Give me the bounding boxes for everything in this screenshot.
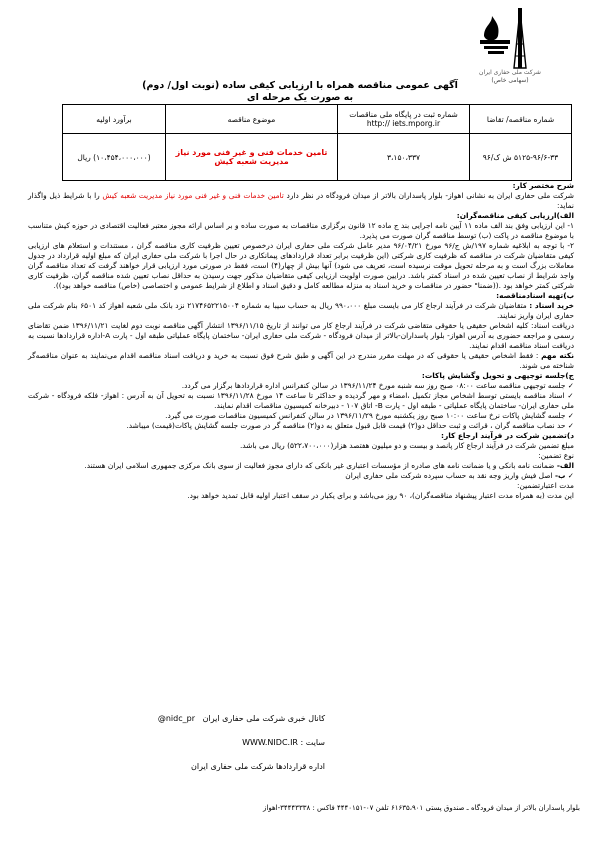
summary-paragraph: [28, 181, 574, 211]
section-c-item-4-text: حد نصاب مناقصه گران ، قرائت و ثبت حداقل دو(۲) قیمت قابل قبول متعلق به دو(۲) مناقصه گر در صورت جلسه گشایش پاکات(قیمت) میباشد.: [126, 421, 566, 430]
note-text: : فقط اشخاص حقیقی یا حقوقی که در مهلت مقرر مندرج در این آگهی و طبق شرح فوق نسبت به خرید و دریافت اسناد مناقصه اقدام می‌نمایند به عنوان مناقصه‌گر شناخته می شوند.: [28, 351, 574, 370]
section-c-item-1: ✓ جلسه توجیهی مناقصه ساعت ۰۸:۰۰ صبح روز سه شنبه مورخ ۱۳۹۶/۱۱/۲۴ در سالن کنفرانس اداره قراردادها برگزار می گردد.: [181, 381, 574, 390]
notice-body: [28, 181, 574, 501]
guarantee-alef-text: ضمانت نامه بانکی و یا ضمانت نامه های صادره از مؤسسات اعتباری غیر بانکی که دارای مجوز فعالیت از سوی بانک مرکزی جمهوری اسلامی ایران هستند.: [84, 461, 555, 470]
th-subject: موضوع مناقصه: [166, 105, 338, 134]
notice-title: [100, 80, 500, 104]
nidc-logo: [478, 6, 536, 70]
validity-label: مدت اعتبارتضمین:: [517, 481, 574, 490]
th-registration-number: شماره ثبت در پایگاه ملی مناقصات http:// iets.mporg.ir: [338, 105, 470, 134]
summary-label: شرح مختصر کار:: [512, 181, 574, 190]
tender-info-table: [62, 104, 572, 181]
validity-text: این مدت (به همراه مدت اعتبار پیشنهاد مناقصه‌گران)، ۹۰ روز می‌باشد و برای یکبار در سقف اعتبار اولیه قابل تمدید خواهد بود.: [187, 491, 574, 500]
guarantee-type-label: نوع تضمین:: [538, 451, 574, 460]
channel-id[interactable]: @nidc_pr: [157, 714, 195, 723]
section-c-item-4: ✓ حد نصاب مناقصه گران ، قرائت و ثبت حداقل دو(۲) قیمت قابل قبول متعلق به دو(۲) مناقصه گر در صورت جلسه گشایش پاکات(قیمت) میباشد.: [126, 421, 574, 430]
channel-line: [45, 707, 325, 731]
td-subject: تامین خدمات فنی و غیر فنی مورد نیاز مدیریت شعبه کیش: [166, 134, 338, 181]
section-d-heading: د)تضمین شرکت در فرآیند ارجاع کار:: [440, 431, 574, 440]
summary-tail: را با شرایط ذیل واگذار نماید:: [28, 191, 574, 210]
company-sub: (سهامی خاص): [491, 77, 529, 84]
dept-line: اداره قراردادها شرکت ملی حفاری ایران: [190, 762, 325, 771]
th-tender-number: شماره مناقصه/ تقاضا: [470, 105, 572, 134]
guarantee-be-label: ب-: [554, 471, 566, 480]
guarantee-alef-label: الف-: [556, 461, 574, 470]
note-paragraph: [28, 351, 574, 371]
section-a-heading: الف)ارزیابی کیفی مناقصه‌گران:: [456, 211, 574, 220]
td-estimate: (۱۰،۴۵۴،۰۰۰،۰۰۰) ریال: [63, 134, 166, 181]
company-name: شرکت ملی حفاری ایران: [479, 69, 541, 76]
th-estimate: برآورد اولیه: [63, 105, 166, 134]
section-d-item-1: مبلغ تضمین شرکت در فرآیند ارجاع کار پانصد و بیست و دو میلیون هفتصد هزار(۵۲۲،۷۰۰،۰۰۰) ریال می باشد.: [239, 441, 574, 450]
section-c-item-2: ✓ اسناد مناقصه بایستی توسط اشخاص مجاز تکمیل ،امضاء و مهر گردیده و حداکثر تا ساعت ۱۴ مورخ ۱۳۹۶/۱۱/۲۸ نسبت به تحویل آن به آدرس : اهواز- فلکه فرودگاه - شرکت ملی حفاری ایران- ساختمان پایگاه عملیاتی - طبقه اول - پارت B- اتاق ۱۰۷ - دبیرخانه کمیسیون مناقصات اقدام نمایند.: [28, 391, 574, 410]
section-c-item-2-text: اسناد مناقصه بایستی توسط اشخاص مجاز تکمیل ،امضاء و مهر گردیده و حداکثر تا ساعت ۱۴ مورخ ۱۳۹۶/۱۱/۲۸ نسبت به تحویل آن به آدرس : اهواز- فلکه فرودگاه - شرکت ملی حفاری ایران- ساختمان پایگاه عملیاتی - طبقه اول - پارت B- اتاق ۱۰۷ - دبیرخانه کمیسیون مناقصات اقدام نمایند.: [28, 391, 574, 410]
address-line: بلوار پاسداران بالاتر از میدان فرودگاه ـ صندوق پستی ۶۱۶۳۵،۹۰۱ تلفن ۰۷-۴۴۴۰۱۵۱ فاکس : ۳۴۴۴۳۳۳۸-اهواز: [263, 804, 580, 812]
purchase-text: متقاضیان شرکت در فرآیند ارجاع کار می بایست مبلغ ۹۹۰،۰۰۰ ریال به حساب سیبا به شماره ۲۱۷۴۶۵۲۲۱۵۰۰۴ نزد بانک ملی شعبه اهواز کد ۶۵۰۱ بنام شرکت ملی حفاری ایران واریز نمایند.: [28, 301, 574, 320]
section-c-heading: ج)جلسه توجیهی و تحویل وگشایش پاکات:: [421, 371, 574, 380]
td-registration-number: ۳،۱۵۰،۳۳۷: [338, 134, 470, 181]
guarantee-be: ✓ ب- اصل فیش واریز وجه نقد به حساب سپرده شرکت ملی حفاری ایران: [345, 471, 574, 480]
note-label: نکته مهم: [541, 351, 574, 360]
title-line-2: به صورت یک مرحله ای: [246, 92, 354, 103]
site-label: سایت :: [300, 738, 325, 747]
summary-text: شرکت ملی حفاری ایران به نشانی اهواز- بلوار پاسداران بالاتر از میدان فرودگاه در نظر دارد: [286, 191, 574, 200]
purchase-paragraph: [28, 301, 574, 321]
site-link[interactable]: WWW.NIDC.IR: [242, 738, 298, 747]
channel-text: کانال خبری شرکت ملی حفاری ایران: [202, 714, 325, 723]
summary-red-text: تامین خدمات فنی و غیر فنی مورد نیاز مدیریت شعبه کیش: [102, 191, 284, 200]
footer-contacts: [45, 707, 325, 779]
receive-paragraph: دریافت اسناد: کلیه اشخاص حقیقی یا حقوقی متقاضی شرکت در فرآیند ارجاع کار می توانند از تاریخ ۱۳۹۶/۱۱/۱۵ انتشار آگهی مناقصه نوبت دوم لغایت ۱۳۹۶/۱۱/۲۱ ضمن تقاضای رسمی و مراجعه حضوری به آدرس اهواز- بلوار پاسداران-بالاتر از میدان فرودگاه - شرکت ملی حفاری ایران- ساختمان پایگاه عملیاتی طبقه اول - پارت A-اداره قراردادها نسبت به دریافت اسناد مناقصه اقدام نمایند.: [28, 321, 575, 350]
title-line-1: آگهی عمومی مناقصه همراه با ارزیابی کیفی ساده (نوبت اول/ دوم): [142, 80, 458, 91]
td-tender-number: ۵۱۲۵-۹۶/۶-۳۳ ش ک/۹۶: [470, 134, 572, 181]
section-c-item-1-text: جلسه توجیهی مناقصه ساعت ۰۸:۰۰ صبح روز سه شنبه مورخ ۱۳۹۶/۱۱/۲۴ در سالن کنفرانس اداره قراردادها برگزار می گردد.: [181, 381, 566, 390]
section-b-heading: ب)تهیه اسنادمناقصه:: [496, 291, 574, 300]
section-c-item-3: ✓ جلسه گشایش پاکات نرخ ساعت ۱۰:۰۰ صبح روز یکشنبه مورخ ۱۳۹۶/۱۱/۲۹ در سالن کنفرانس کمیسیون مناقصات صورت می گیرد.: [165, 411, 574, 420]
guarantee-be-text: اصل فیش واریز وجه نقد به حساب سپرده شرکت ملی حفاری ایران: [345, 471, 553, 480]
section-a-item-1: ۱- این ارزیابی وفق بند الف ماده ۱۱ آیین نامه اجرایی بند ج ماده ۱۲ قانون برگزاری مناقصات به صورت ساده و بر اساس ارائه مجوز معتبر فعالیت اقتصادی در حوزه کیش متناسب با موضوع مناقصه در پاکت (ب) توسط مناقصه گران صورت می پذیرد.: [28, 221, 574, 240]
purchase-label: خرید اسناد :: [529, 301, 574, 310]
guarantee-alef: [28, 461, 574, 471]
table-row: [63, 134, 572, 181]
table-header-row: [63, 105, 572, 134]
site-line: [45, 731, 325, 755]
section-c-item-3-text: جلسه گشایش پاکات نرخ ساعت ۱۰:۰۰ صبح روز یکشنبه مورخ ۱۳۹۶/۱۱/۲۹ در سالن کنفرانس کمیسیون مناقصات صورت می گیرد.: [165, 411, 566, 420]
section-a-item-2: ۲- با توجه به ابلاغیه شماره ۱۹۷/ش ج/۹۶ مورخ ۹۶/۰۴/۲۱ مدیر عامل شرکت ملی حفاری ایران درخصوص تعیین ظرفیت کاری مناقصه گران ، مستندات و استعلام های ارزیابی کیفی متقاضیان شرکت در مناقصه که ظرفیت کاری شرکتی (این ظرفیت برابر تعداد قراردادهای پیمانکاری در حال اجرا با شرکت ملی حفاری ایران که مبلغ اولیه قرارداد در جدول معاملات بزرگ است و به مرحله تحویل موقت نرسیده است، تعریف می شود) آنها بیش از چهار(۴) است، فقط در صورتی مورد ارزیابی قرار خواهند گرفت که تعداد مناقصه گران واجد شرایط از نصاب تعیین شده در اسناد کمتر باشد. درایین صورت اولویت ارزیابی کیفی متقاضیان مذکور جهت رسیدن به حداقل نصاب تعیین شده مناقصه گران، ظرفیت کاری شرکتی کمتر خواهد بود .((ضمنا" حضور در مناقصات و خرید اسناد به منزله مطالعه کامل و دقیق اسناد و اطلاع از شرایط عمومی و اختصاصی (خاص) مناقصه خواهد بود)).: [28, 241, 575, 290]
